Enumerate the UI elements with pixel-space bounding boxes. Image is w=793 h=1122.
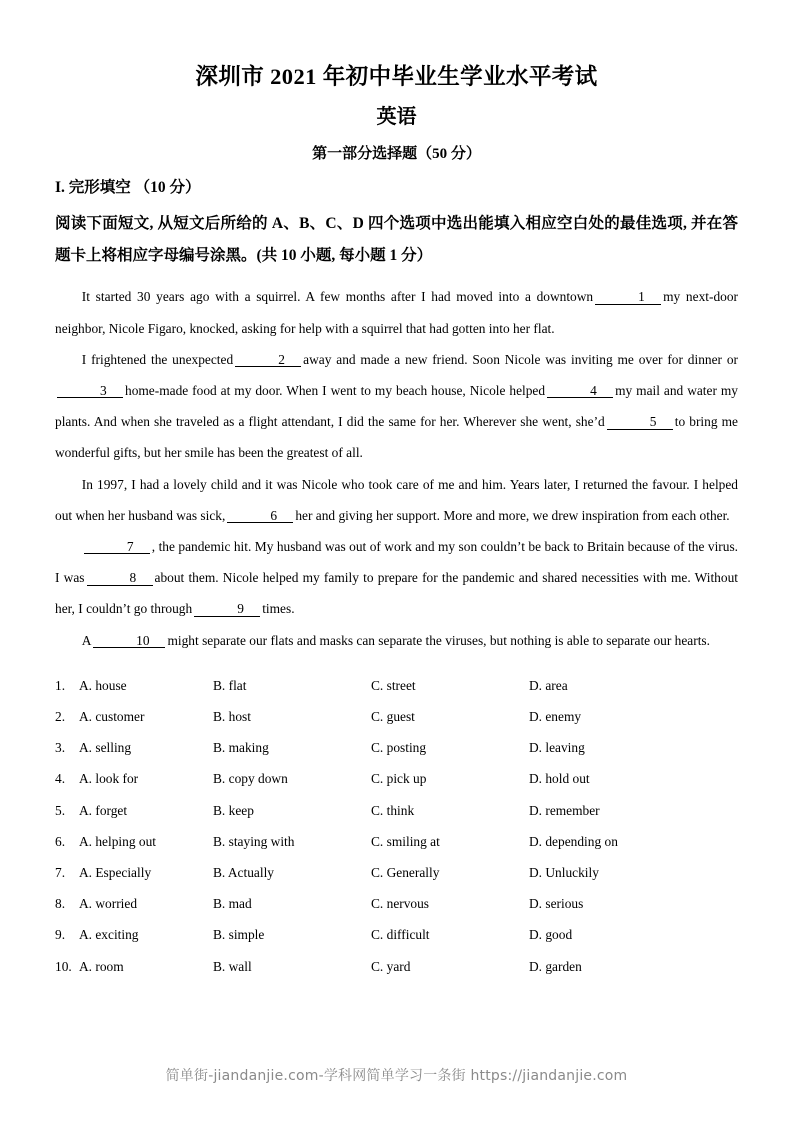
option-number: 3. — [55, 740, 66, 756]
passage-text: It started 30 years ago with a squirrel. A few months after I had moved into a downtown — [81, 289, 594, 305]
option-choice-b[interactable]: B. making — [213, 740, 269, 756]
option-choice-a[interactable]: A. helping out — [79, 833, 156, 849]
passage-paragraph-5 — [55, 625, 738, 656]
option-choice-a[interactable]: A. worried — [79, 896, 138, 912]
passage-text: I frightened the unexpected — [81, 351, 234, 367]
option-choice-d[interactable]: D. serious — [529, 896, 584, 912]
cloze-blank-5[interactable]: 5 — [607, 415, 673, 429]
option-row — [55, 857, 738, 888]
section-heading: I. 完形填空 （10 分） — [55, 178, 201, 196]
option-row — [55, 888, 738, 919]
section-directions: 阅读下面短文, 从短文后所给的 A、B、C、D 四个选项中选出能填入相应空白处的最佳选项, 并在答题卡上将相应字母编号涂黑。(共 10 小题, 每小题 1 分） — [55, 214, 738, 264]
option-choice-c[interactable]: C. nervous — [371, 896, 430, 912]
option-choice-a[interactable]: A. room — [79, 958, 124, 974]
option-choice-c[interactable]: C. think — [371, 802, 415, 818]
cloze-blank-1[interactable]: 1 — [595, 290, 661, 304]
passage-paragraph-4 — [55, 531, 738, 625]
page-title: 深圳市 2021 年初中毕业生学业水平考试 — [195, 64, 598, 89]
option-choice-a[interactable]: A. exciting — [79, 927, 139, 943]
option-row — [55, 795, 738, 826]
option-choice-a[interactable]: A. house — [79, 677, 127, 693]
cloze-blank-2[interactable]: 2 — [235, 353, 301, 367]
option-number: 9. — [55, 927, 66, 943]
option-choice-d[interactable]: D. remember — [529, 802, 600, 818]
option-choice-c[interactable]: C. guest — [371, 708, 415, 724]
option-row — [55, 763, 738, 794]
passage-text: about them. Nicole helped my family to prepare for the pandemic and shared necessities with me. Without her, I couldn’t go through — [55, 570, 738, 617]
option-choice-c[interactable]: C. yard — [371, 958, 411, 974]
option-choice-b[interactable]: B. flat — [213, 677, 247, 693]
passage-text: my next-door neighbor, Nicole Figaro, knocked, asking for help with a squirrel that had gotten into her flat. — [55, 289, 738, 336]
passage-text: In 1997, I had a lovely child and it was Nicole who took care of me and him. Years later, I returned the favour. I helped out when her husband was sick, — [55, 476, 738, 523]
option-choice-d[interactable]: D. enemy — [529, 708, 582, 724]
option-number: 8. — [55, 896, 66, 912]
option-choice-a[interactable]: A. forget — [79, 802, 128, 818]
cloze-passage — [55, 271, 738, 655]
option-choice-d[interactable]: D. hold out — [529, 771, 590, 787]
option-choice-a[interactable]: A. selling — [79, 740, 132, 756]
option-row — [55, 826, 738, 857]
option-choice-b[interactable]: B. simple — [213, 927, 265, 943]
option-number: 5. — [55, 802, 66, 818]
passage-text: her and giving her support. More and more, we drew inspiration from each other. — [295, 507, 730, 523]
option-choice-c[interactable]: C. pick up — [371, 771, 427, 787]
passage-text: might separate our flats and masks can separate the viruses, but nothing is able to separate our hearts. — [167, 632, 710, 648]
passage-text: home-made food at my door. When I went to my beach house, Nicole helped — [125, 382, 546, 398]
cloze-blank-10[interactable]: 10 — [93, 634, 165, 648]
option-choice-a[interactable]: A. Especially — [79, 864, 152, 880]
option-row — [55, 701, 738, 732]
option-choice-b[interactable]: B. copy down — [213, 771, 288, 787]
footer-watermark: 简单街-jiandanjie.com-学科网简单学习一条街 https://jiandanjie.com — [165, 1068, 628, 1084]
option-choice-c[interactable]: C. street — [371, 677, 416, 693]
option-choice-b[interactable]: B. staying with — [213, 833, 295, 849]
option-number: 7. — [55, 864, 66, 880]
option-choice-d[interactable]: D. good — [529, 927, 573, 943]
part-title: 第一部分选择题（50 分） — [312, 146, 481, 163]
option-choice-d[interactable]: D. leaving — [529, 740, 585, 756]
passage-paragraph-3 — [55, 469, 738, 531]
option-choice-b[interactable]: B. Actually — [213, 864, 274, 880]
option-choice-b[interactable]: B. mad — [213, 896, 252, 912]
cloze-blank-9[interactable]: 9 — [194, 602, 260, 616]
option-choice-d[interactable]: D. area — [529, 677, 568, 693]
option-number: 1. — [55, 677, 66, 693]
option-number: 2. — [55, 708, 66, 724]
cloze-blank-6[interactable]: 6 — [227, 509, 293, 523]
passage-text: A — [81, 632, 92, 648]
option-row — [55, 919, 738, 950]
cloze-blank-7[interactable]: 7 — [84, 540, 150, 554]
option-row — [55, 951, 738, 982]
passage-text: away and made a new friend. Soon Nicole was inviting me over for dinner or — [303, 351, 738, 367]
option-number: 4. — [55, 771, 66, 787]
option-choice-a[interactable]: A. customer — [79, 708, 145, 724]
option-choice-c[interactable]: C. posting — [371, 740, 427, 756]
cloze-blank-8[interactable]: 8 — [87, 571, 153, 585]
option-choice-d[interactable]: D. garden — [529, 958, 582, 974]
option-row — [55, 732, 738, 763]
subject-title: 英语 — [376, 106, 417, 129]
option-number: 10. — [55, 958, 72, 974]
option-choice-c[interactable]: C. difficult — [371, 927, 430, 943]
option-choice-c[interactable]: C. Generally — [371, 864, 440, 880]
passage-paragraph-2 — [55, 344, 738, 469]
passage-paragraph-1 — [55, 281, 738, 343]
passage-text: to bring me wonderful gifts, but her smile has been the greatest of all. — [55, 414, 738, 461]
option-number: 6. — [55, 833, 66, 849]
option-choice-a[interactable]: A. look for — [79, 771, 139, 787]
cloze-blank-3[interactable]: 3 — [57, 384, 123, 398]
cloze-blank-4[interactable]: 4 — [547, 384, 613, 398]
option-choice-b[interactable]: B. wall — [213, 958, 252, 974]
option-row — [55, 670, 738, 701]
option-choice-d[interactable]: D. depending on — [529, 833, 618, 849]
option-choice-b[interactable]: B. host — [213, 708, 251, 724]
option-choice-b[interactable]: B. keep — [213, 802, 254, 818]
passage-text: , the pandemic hit. My husband was out of work and my son couldn’t be back to Britain because of the virus. I was — [55, 538, 738, 586]
answer-options-list — [55, 656, 738, 982]
passage-text: my mail and water my plants. And when she traveled as a flight attendant, I did the same for her. Wherever she went, she’d — [55, 382, 739, 430]
option-choice-d[interactable]: D. Unluckily — [529, 864, 599, 880]
option-choice-c[interactable]: C. smiling at — [371, 833, 440, 849]
passage-text: times. — [262, 601, 295, 617]
